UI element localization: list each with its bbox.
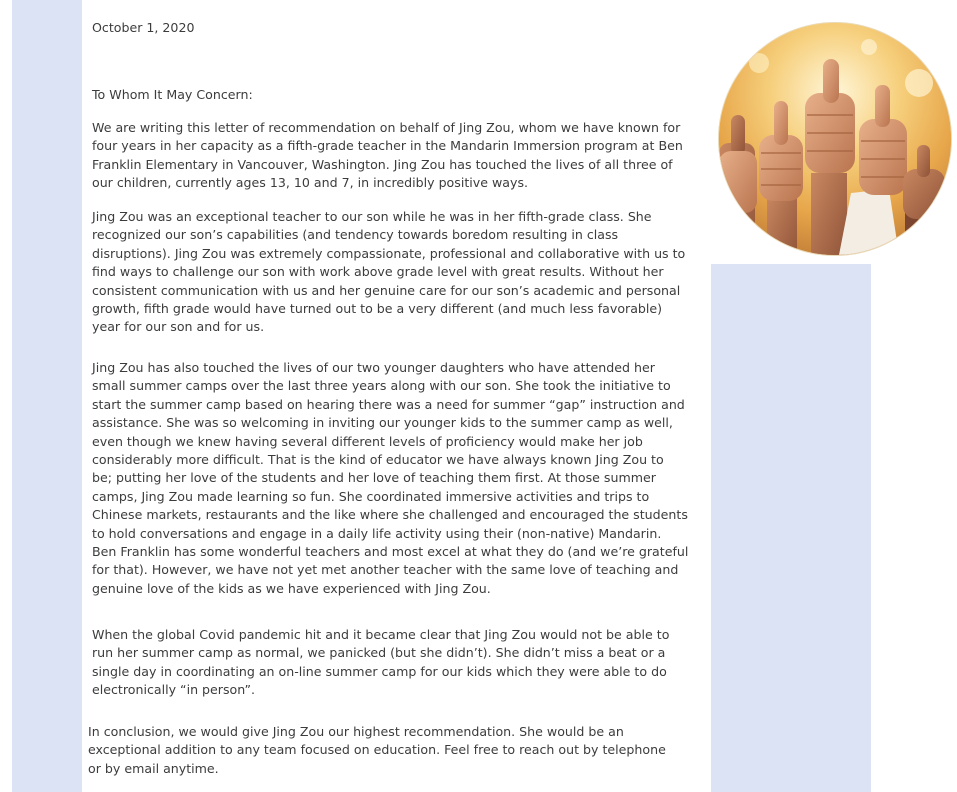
paragraph-line: Franklin Elementary in Vancouver, Washington. Jing Zou has touched the lives of all three of <box>92 156 673 172</box>
paragraph-line: small summer camps over the last three years along with our son. She took the initiative to <box>92 378 671 394</box>
paragraph-line: recognized our son’s capabilities (and tendency towards boredom resulting in class <box>92 227 619 243</box>
letter-salutation: To Whom It May Concern: <box>92 87 253 102</box>
paragraph-line: genuine love of the kids as we have experienced with Jing Zou. <box>92 580 491 596</box>
paragraph-line: our children, currently ages 13, 10 and 7, in incredibly positive ways. <box>92 175 529 191</box>
paragraph-line: for that). However, we have not yet met another teacher with the same love of teaching and <box>92 562 679 578</box>
paragraph-line: consistent communication with us and her genuine care for our son’s academic and personal <box>92 282 681 298</box>
left-side-band <box>12 0 82 792</box>
paragraph-line: considerably more difficult. That is the kind of educator we have always known Jing Zou to <box>92 452 664 468</box>
letter-date: October 1, 2020 <box>92 20 195 35</box>
paragraph-line: start the summer camp based on hearing there was a need for summer “gap” instruction and <box>92 396 685 412</box>
paragraph-line: We are writing this letter of recommendation on behalf of Jing Zou, whom we have known for <box>92 120 681 135</box>
thumbs-up-icon <box>719 23 951 255</box>
thumbs-up-photo <box>719 23 951 255</box>
paragraph-line: When the global Covid pandemic hit and it became clear that Jing Zou would not be able to <box>92 627 670 642</box>
paragraph-line: growth, fifth grade would have turned out to be a very different (and much less favorable) <box>92 301 663 317</box>
paragraph-line: be; putting her love of the students and her love of teaching them first. At those summer <box>92 470 656 486</box>
paragraph-line: to hold conversations and engage in a daily life activity using their (non-native) Mandarin. <box>92 525 662 541</box>
paragraph-5 <box>88 723 712 778</box>
paragraph-line: year for our son and for us. <box>92 319 265 335</box>
paragraph-4 <box>92 626 712 700</box>
paragraph-line: Jing Zou has also touched the lives of our two younger daughters who have attended her <box>92 360 655 375</box>
paragraph-2 <box>92 208 712 337</box>
paragraph-3 <box>92 359 712 598</box>
right-side-band <box>711 264 871 792</box>
paragraph-line: Chinese markets, restaurants and the like where she challenged and encouraged the students <box>92 507 688 523</box>
paragraph-line: even though we knew having several different levels of proficiency would make her job <box>92 433 643 449</box>
paragraph-line: or by email anytime. <box>88 760 219 776</box>
paragraph-line: four years in her capacity as a fifth-grade teacher in the Mandarin Immersion program at Ben <box>92 138 683 154</box>
paragraph-line: find ways to challenge our son with work above grade level with great results. Without her <box>92 264 664 280</box>
paragraph-line: run her summer camp as normal, we panicked (but she didn’t). She didn’t miss a beat or a <box>92 645 666 661</box>
paragraph-line: single day in coordinating an on-line summer camp for our kids which they were able to do <box>92 663 667 679</box>
paragraph-line: disruptions). Jing Zou was extremely compassionate, professional and collaborative with us to <box>92 245 686 261</box>
paragraph-line: camps, Jing Zou made learning so fun. She coordinated immersive activities and trips to <box>92 488 650 504</box>
paragraph-line: Jing Zou was an exceptional teacher to our son while he was in her fifth-grade class. She <box>92 209 652 224</box>
paragraph-line: electronically “in person”. <box>92 682 256 698</box>
paragraph-line: assistance. She was so welcoming in inviting our younger kids to the summer camp as well, <box>92 415 673 431</box>
paragraph-line: exceptional addition to any team focused on education. Feel free to reach out by telephone <box>88 742 666 758</box>
paragraph-1 <box>92 119 712 193</box>
paragraph-line: In conclusion, we would give Jing Zou our highest recommendation. She would be an <box>88 724 624 739</box>
paragraph-line: Ben Franklin has some wonderful teachers and most excel at what they do (and we’re grateful <box>92 544 689 560</box>
